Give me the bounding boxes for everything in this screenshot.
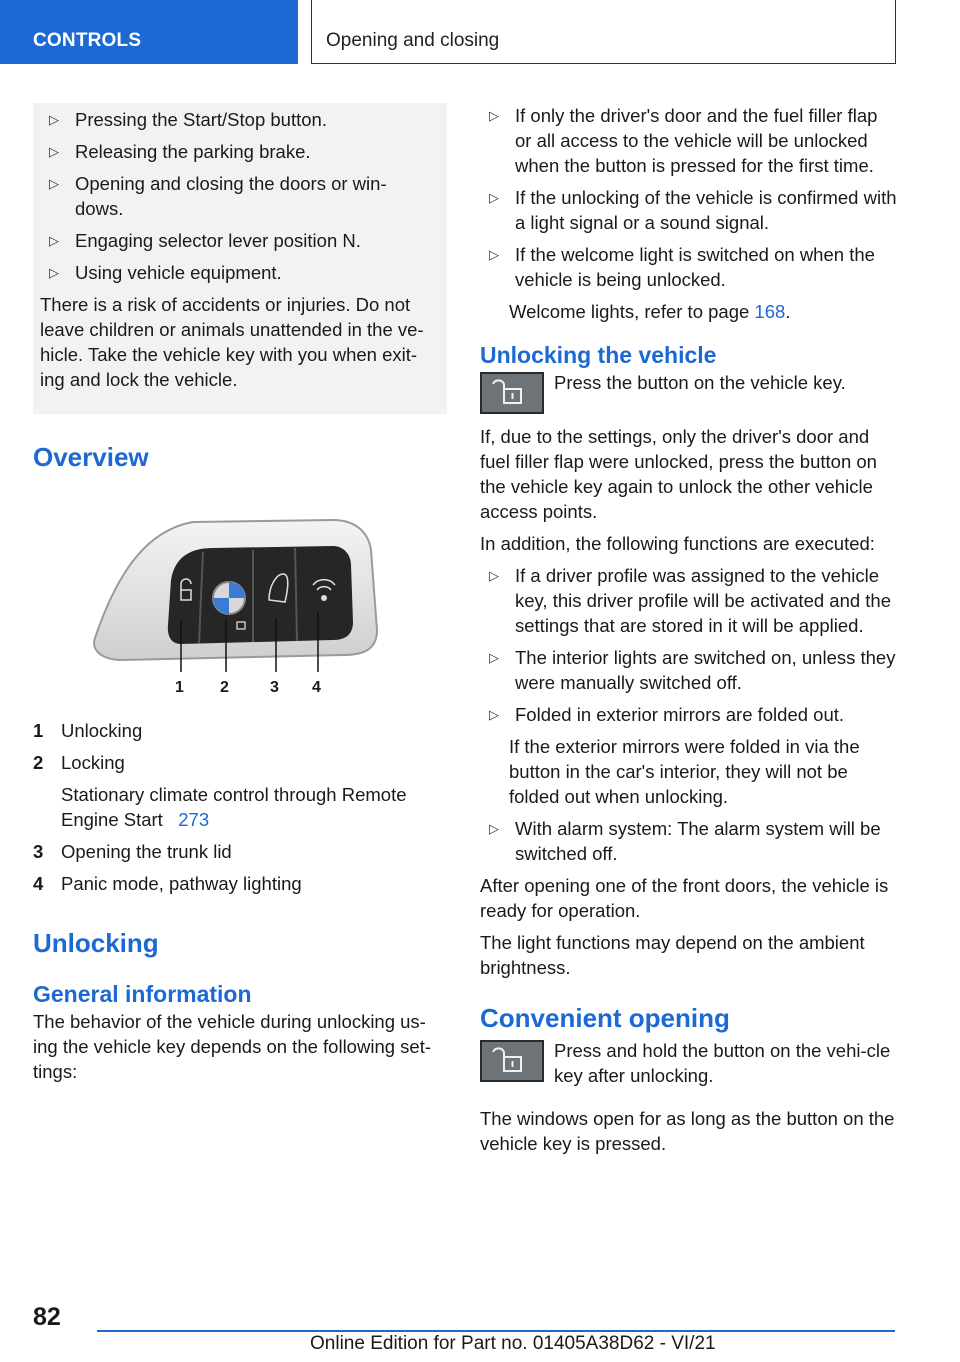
bullet-triangle-icon: ▷: [489, 190, 499, 205]
right-column: [480, 103, 898, 1163]
bullet-triangle-icon: ▷: [489, 707, 499, 722]
convenient-button-row: [480, 1040, 898, 1106]
chapter-title: Opening and closing: [326, 30, 500, 51]
bullet-triangle-icon: ▷: [49, 112, 59, 127]
list-item: 1 Unlocking: [33, 720, 143, 741]
list-item: ▷ Releasing the parking brake.: [49, 141, 311, 162]
unlock-key-button-icon: [480, 372, 544, 414]
callout-label: 2: [220, 679, 229, 696]
convenient-opening-heading: Convenient opening: [480, 1003, 730, 1033]
bullet-triangle-icon: ▷: [489, 247, 499, 262]
bullet-triangle-icon: ▷: [49, 265, 59, 280]
callout-label: 4: [312, 679, 321, 696]
unlock-paragraph: In addition, the following functions are executed:: [480, 533, 875, 554]
list-item: ▷ With alarm system: The alarm system will be switched off.: [489, 818, 881, 864]
list-item: ▷ The interior lights are switched on, unless they were manually switched off.: [489, 647, 896, 693]
list-item-sub: Stationary climate control through Remote Engine Start 273: [61, 784, 407, 830]
list-item: ▷ Opening and closing the doors or win- dows.: [49, 173, 387, 219]
list-item: ▷ Pressing the Start/Stop button.: [49, 109, 327, 130]
page-number: 82: [33, 1303, 61, 1331]
callout-label: 1: [175, 679, 184, 696]
section-tab: [0, 0, 298, 64]
overview-heading: Overview: [33, 442, 149, 472]
bullet-triangle-icon: ▷: [49, 176, 59, 191]
unlock-press-text: Press the button on the vehicle key.: [554, 372, 846, 393]
unlock-key-button-icon: [480, 1040, 544, 1082]
ready-text: After opening one of the front doors, the vehicle is ready for operation.: [480, 875, 889, 921]
section-label: CONTROLS: [33, 30, 142, 51]
list-item: ▷ Using vehicle equipment.: [49, 262, 282, 283]
general-info-text: The behavior of the vehicle during unlocking us-ing the vehicle key depends on the following set-tings:: [33, 1011, 432, 1082]
bullet-triangle-icon: ▷: [489, 821, 499, 836]
list-item: ▷ If a driver profile was assigned to the vehicle key, this driver profile will be activated and the settings that are stored in it will be applied.: [489, 565, 892, 636]
list-item: 4 Panic mode, pathway lighting: [33, 873, 302, 894]
unlock-button-row: [480, 372, 898, 424]
convenient-press-text: Press and hold the button on the vehi-cle key after unlocking.: [554, 1040, 891, 1086]
unlocking-heading: Unlocking: [33, 928, 159, 958]
bullet-triangle-icon: ▷: [49, 144, 59, 159]
list-item: ▷ Engaging selector lever position N.: [49, 230, 361, 251]
edition-text: Online Edition for Part no. 01405A38D62 - VI/21: [310, 1333, 716, 1354]
light-text: The light functions may depend on the ambient brightness.: [480, 932, 865, 978]
key-legend: [33, 718, 447, 896]
list-item: ▷ If only the driver's door and the fuel filler flap or all access to the vehicle will be unlocked when the button is pressed for the first time.: [489, 105, 878, 176]
footer-divider: [97, 1330, 895, 1332]
left-column: [33, 103, 447, 1084]
bullet-triangle-icon: ▷: [489, 108, 499, 123]
list-item: 3 Opening the trunk lid: [33, 841, 232, 862]
mirror-note: If the exterior mirrors were folded in via the button in the car's interior, they will not be folded out when unlocking.: [509, 736, 860, 807]
callout-label: 3: [270, 679, 279, 696]
vehicle-key-illustration: [33, 510, 447, 710]
bullet-triangle-icon: ▷: [49, 233, 59, 248]
list-item: ▷ If the welcome light is switched on when the vehicle is being unlocked.: [489, 244, 875, 290]
list-item: ▷ Folded in exterior mirrors are folded out.: [489, 704, 845, 725]
unlock-paragraph: If, due to the settings, only the driver's door and fuel filler flap were unlocked, press the button on the vehicle key again to unlock the other vehicle access points.: [480, 426, 877, 522]
page-link[interactable]: 273: [178, 809, 210, 830]
windows-text: The windows open for as long as the button on the vehicle key is pressed.: [480, 1108, 895, 1154]
list-item: 2 Locking: [33, 752, 125, 773]
bullet-triangle-icon: ▷: [489, 650, 499, 665]
list-item: ▷ If the unlocking of the vehicle is confirmed with a light signal or a sound signal.: [489, 187, 897, 233]
chapter-header: [311, 0, 896, 64]
bullet-triangle-icon: ▷: [489, 568, 499, 583]
unlocking-vehicle-heading: Unlocking the vehicle: [480, 342, 717, 368]
vehicle-key-icon: [33, 510, 447, 710]
welcome-reference: Welcome lights, refer to page 168.: [509, 301, 791, 322]
general-info-heading: General information: [33, 981, 252, 1007]
warning-text: There is a risk of accidents or injuries. Do not leave children or animals unattended in the ve-hicle. Take the vehicle key with you when exit-ing and lock the vehicle.: [40, 294, 424, 390]
page-link[interactable]: 168: [754, 301, 786, 322]
warning-box: [33, 103, 447, 414]
